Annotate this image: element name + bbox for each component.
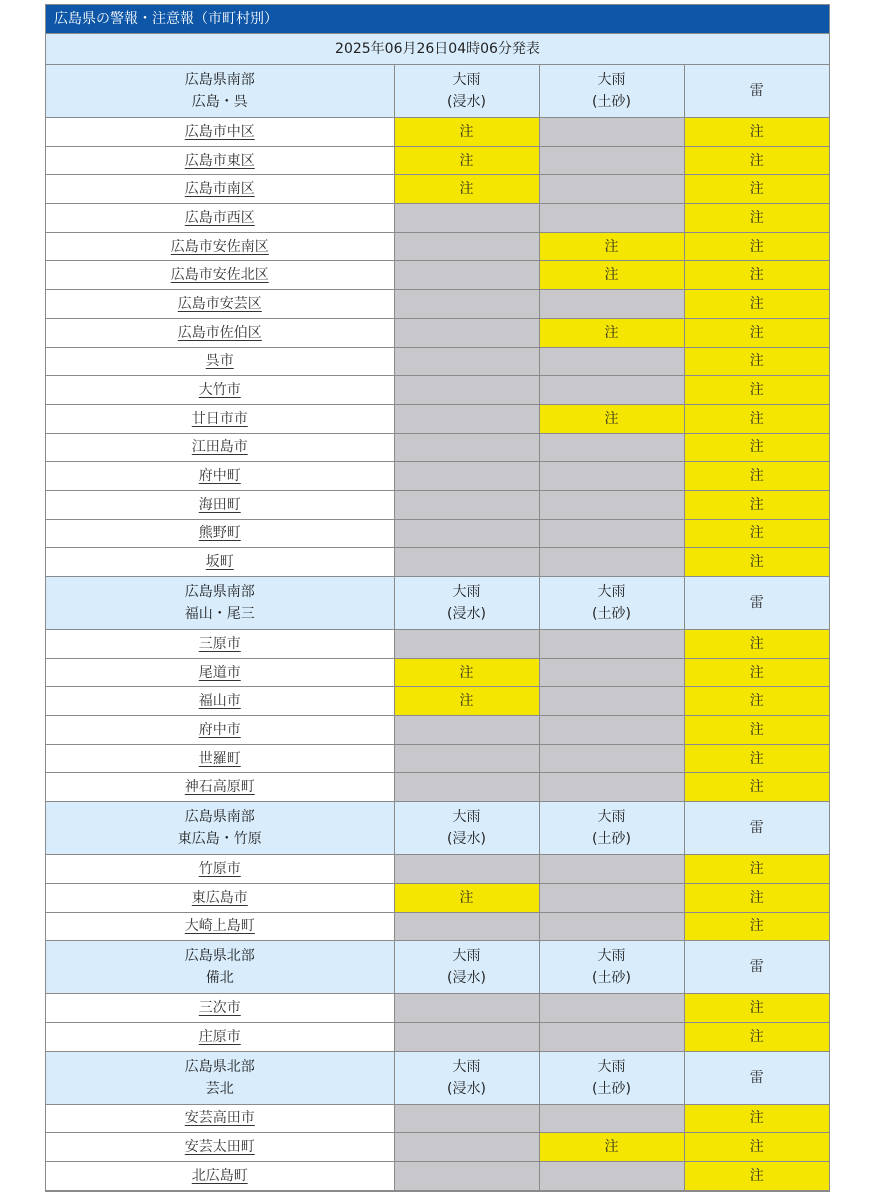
municipality-link[interactable]: 広島市安佐北区 — [170, 267, 269, 284]
municipality-link[interactable]: 熊野町 — [198, 525, 241, 542]
table-row — [46, 404, 829, 433]
heavy-rain-flood-status-cell — [394, 204, 539, 233]
heavy-rain-landslide-status-cell — [539, 433, 684, 462]
heavy-rain-landslide-status-cell — [539, 1022, 684, 1051]
heavy-rain-landslide-status-cell — [539, 994, 684, 1023]
table-row — [46, 261, 829, 290]
thunder-status-cell: 注 — [684, 716, 829, 745]
table-row — [46, 994, 829, 1023]
municipality-link[interactable]: 江田島市 — [191, 439, 248, 456]
thunder-status-cell: 注 — [684, 490, 829, 519]
column-header-line: 雷 — [749, 820, 764, 837]
heavy-rain-landslide-status-cell — [539, 883, 684, 912]
column-header-line: 大雨 — [597, 1058, 626, 1075]
column-header-line: 大雨 — [452, 72, 481, 88]
municipality-link[interactable]: 大崎上島町 — [184, 918, 255, 935]
table-row — [46, 118, 829, 147]
municipality-cell — [46, 146, 394, 175]
region-header-row — [46, 941, 829, 994]
column-header-heavy-rain-landslide — [539, 65, 684, 118]
column-header-line: 大雨 — [597, 584, 626, 600]
column-header-line: (浸水) — [447, 831, 486, 848]
municipality-link[interactable]: 広島市佐伯区 — [177, 324, 262, 341]
municipality-cell — [46, 912, 394, 941]
table-row — [46, 630, 829, 659]
table-row — [46, 290, 829, 319]
municipality-link[interactable]: 広島市東区 — [184, 152, 255, 169]
thunder-status-cell: 注 — [684, 994, 829, 1023]
table-row — [46, 548, 829, 577]
thunder-status-cell: 注 — [684, 1133, 829, 1162]
heavy-rain-landslide-status-cell — [539, 290, 684, 319]
heavy-rain-landslide-status-cell — [539, 630, 684, 659]
municipality-cell — [46, 118, 394, 147]
region-name — [46, 577, 394, 630]
municipality-cell — [46, 175, 394, 204]
column-header-heavy-rain-landslide — [539, 577, 684, 630]
region-name-line: 広島・呉 — [191, 94, 248, 110]
column-header-heavy-rain-flood — [394, 577, 539, 630]
heavy-rain-landslide-status-cell — [539, 146, 684, 175]
heavy-rain-flood-status-cell — [394, 548, 539, 577]
column-header-thunder — [684, 941, 829, 994]
column-header-line: 大雨 — [452, 948, 481, 965]
column-header-line: 雷 — [749, 83, 764, 99]
municipality-link[interactable]: 三次市 — [198, 1000, 241, 1017]
municipality-link[interactable]: 広島市安芸区 — [177, 295, 262, 312]
municipality-link[interactable]: 東広島市 — [191, 889, 248, 906]
thunder-status-cell: 注 — [684, 687, 829, 716]
region-name-line: 広島県南部 — [184, 72, 255, 88]
column-header-line: 大雨 — [597, 72, 626, 88]
column-header-thunder — [684, 802, 829, 855]
heavy-rain-flood-status-cell — [394, 232, 539, 261]
thunder-status-cell: 注 — [684, 232, 829, 261]
municipality-cell — [46, 687, 394, 716]
column-header-thunder — [684, 65, 829, 118]
municipality-link[interactable]: 神石高原町 — [184, 779, 255, 796]
region-header-row — [46, 65, 829, 118]
municipality-cell — [46, 232, 394, 261]
heavy-rain-landslide-status-cell — [539, 118, 684, 147]
heavy-rain-flood-status-cell — [394, 1161, 539, 1190]
table-row — [46, 912, 829, 941]
municipality-cell — [46, 1133, 394, 1162]
table-row — [46, 175, 829, 204]
thunder-status-cell: 注 — [684, 175, 829, 204]
heavy-rain-flood-status-cell — [394, 261, 539, 290]
heavy-rain-flood-status-cell — [394, 855, 539, 884]
heavy-rain-flood-status-cell — [394, 290, 539, 319]
heavy-rain-landslide-status-cell — [539, 1104, 684, 1133]
heavy-rain-landslide-status-cell — [539, 744, 684, 773]
municipality-link[interactable]: 海田町 — [198, 496, 241, 513]
heavy-rain-landslide-status-cell — [539, 687, 684, 716]
municipality-link[interactable]: 広島市南区 — [184, 181, 255, 198]
table-row — [46, 855, 829, 884]
municipality-cell — [46, 261, 394, 290]
municipality-cell — [46, 855, 394, 884]
table-row — [46, 744, 829, 773]
municipality-cell — [46, 994, 394, 1023]
table-row — [46, 1161, 829, 1190]
heavy-rain-landslide-status-cell — [539, 548, 684, 577]
municipality-cell — [46, 658, 394, 687]
municipality-cell — [46, 773, 394, 802]
municipality-link[interactable]: 庄原市 — [198, 1028, 241, 1045]
column-header-line: 大雨 — [452, 584, 481, 600]
municipality-cell — [46, 433, 394, 462]
region-name — [46, 802, 394, 855]
column-header-line: 大雨 — [597, 948, 626, 965]
table-row — [46, 687, 829, 716]
heavy-rain-landslide-status-cell — [539, 519, 684, 548]
heavy-rain-flood-status-cell: 注 — [394, 687, 539, 716]
table-row — [46, 658, 829, 687]
municipality-link[interactable]: 大竹市 — [198, 382, 241, 399]
region-header-row — [46, 1051, 829, 1104]
region-name-line: 福山・尾三 — [184, 606, 255, 622]
heavy-rain-flood-status-cell — [394, 433, 539, 462]
heavy-rain-flood-status-cell: 注 — [394, 658, 539, 687]
thunder-status-cell: 注 — [684, 773, 829, 802]
heavy-rain-flood-status-cell: 注 — [394, 175, 539, 204]
municipality-link[interactable]: 広島市西区 — [184, 209, 255, 226]
heavy-rain-flood-status-cell — [394, 347, 539, 376]
column-header-thunder — [684, 1051, 829, 1104]
municipality-link[interactable]: 府中町 — [198, 468, 241, 485]
table-row — [46, 462, 829, 491]
heavy-rain-flood-status-cell — [394, 490, 539, 519]
region-header-row — [46, 802, 829, 855]
region-name-line: 広島県北部 — [184, 1058, 255, 1075]
thunder-status-cell: 注 — [684, 912, 829, 941]
heavy-rain-flood-status-cell — [394, 912, 539, 941]
heavy-rain-landslide-status-cell — [539, 716, 684, 745]
column-header-heavy-rain-flood — [394, 941, 539, 994]
heavy-rain-flood-status-cell — [394, 1133, 539, 1162]
table-row — [46, 347, 829, 376]
thunder-status-cell: 注 — [684, 146, 829, 175]
municipality-cell — [46, 290, 394, 319]
municipality-link[interactable]: 竹原市 — [198, 860, 241, 877]
heavy-rain-landslide-status-cell — [539, 912, 684, 941]
table-row — [46, 1022, 829, 1051]
thunder-status-cell: 注 — [684, 744, 829, 773]
heavy-rain-flood-status-cell: 注 — [394, 146, 539, 175]
region-name-line: 東広島・竹原 — [177, 831, 262, 848]
heavy-rain-landslide-status-cell: 注 — [539, 318, 684, 347]
region-name — [46, 1051, 394, 1104]
column-header-line: (浸水) — [447, 1080, 486, 1097]
municipality-link[interactable]: 世羅町 — [198, 750, 241, 767]
heavy-rain-landslide-status-cell — [539, 490, 684, 519]
thunder-status-cell: 注 — [684, 519, 829, 548]
table-row — [46, 1133, 829, 1162]
column-header-line: (土砂) — [592, 1080, 631, 1097]
page-title: 広島県の警報・注意報（市町村別） — [46, 5, 829, 33]
municipality-cell — [46, 404, 394, 433]
municipality-cell — [46, 519, 394, 548]
municipality-link[interactable]: 府中市 — [198, 721, 241, 738]
municipality-cell — [46, 376, 394, 405]
heavy-rain-landslide-status-cell: 注 — [539, 261, 684, 290]
heavy-rain-landslide-status-cell — [539, 204, 684, 233]
column-header-line: 大雨 — [452, 809, 481, 826]
municipality-link[interactable]: 三原市 — [198, 635, 241, 652]
table-row — [46, 376, 829, 405]
heavy-rain-flood-status-cell — [394, 744, 539, 773]
table-row — [46, 232, 829, 261]
thunder-status-cell: 注 — [684, 404, 829, 433]
column-header-line: 雷 — [749, 1069, 764, 1086]
heavy-rain-landslide-status-cell: 注 — [539, 404, 684, 433]
heavy-rain-flood-status-cell — [394, 1022, 539, 1051]
heavy-rain-flood-status-cell: 注 — [394, 883, 539, 912]
thunder-status-cell: 注 — [684, 855, 829, 884]
column-header-line: 雷 — [749, 959, 764, 976]
column-header-line: (土砂) — [592, 94, 631, 110]
table-row — [46, 146, 829, 175]
municipality-link[interactable]: 福山市 — [198, 693, 241, 710]
municipality-cell — [46, 490, 394, 519]
table-row — [46, 883, 829, 912]
thunder-status-cell: 注 — [684, 204, 829, 233]
heavy-rain-flood-status-cell — [394, 404, 539, 433]
municipality-cell — [46, 1104, 394, 1133]
heavy-rain-landslide-status-cell — [539, 175, 684, 204]
municipality-cell — [46, 744, 394, 773]
column-header-line: 雷 — [749, 595, 764, 611]
heavy-rain-landslide-status-cell — [539, 855, 684, 884]
municipality-cell — [46, 1022, 394, 1051]
thunder-status-cell: 注 — [684, 318, 829, 347]
heavy-rain-landslide-status-cell — [539, 376, 684, 405]
municipality-cell — [46, 1161, 394, 1190]
heavy-rain-flood-status-cell: 注 — [394, 118, 539, 147]
thunder-status-cell: 注 — [684, 462, 829, 491]
column-header-heavy-rain-flood — [394, 65, 539, 118]
thunder-status-cell: 注 — [684, 548, 829, 577]
heavy-rain-landslide-status-cell — [539, 1161, 684, 1190]
region-header-row — [46, 577, 829, 630]
region-name-line: 広島県北部 — [184, 948, 255, 965]
region-name-line: 備北 — [205, 970, 234, 987]
thunder-status-cell: 注 — [684, 118, 829, 147]
municipality-link[interactable]: 安芸高田市 — [184, 1110, 255, 1127]
municipality-link[interactable]: 呉市 — [205, 353, 234, 370]
table-row — [46, 204, 829, 233]
municipality-cell — [46, 204, 394, 233]
municipality-cell — [46, 630, 394, 659]
municipality-link[interactable]: 北広島町 — [191, 1167, 248, 1184]
column-header-thunder — [684, 577, 829, 630]
heavy-rain-flood-status-cell — [394, 1104, 539, 1133]
column-header-line: (土砂) — [592, 970, 631, 987]
table-row — [46, 519, 829, 548]
region-name — [46, 65, 394, 118]
municipality-cell — [46, 318, 394, 347]
thunder-status-cell: 注 — [684, 1161, 829, 1190]
column-header-line: (浸水) — [447, 606, 486, 622]
municipality-cell — [46, 716, 394, 745]
municipality-link[interactable]: 坂町 — [205, 554, 234, 571]
municipality-link[interactable]: 廿日市市 — [191, 410, 248, 427]
thunder-status-cell: 注 — [684, 376, 829, 405]
region-name-line: 広島県南部 — [184, 809, 255, 826]
warnings-panel — [45, 4, 830, 1192]
heavy-rain-flood-status-cell — [394, 318, 539, 347]
table-row — [46, 716, 829, 745]
municipality-link[interactable]: 広島市中区 — [184, 123, 255, 140]
thunder-status-cell: 注 — [684, 883, 829, 912]
thunder-status-cell: 注 — [684, 1104, 829, 1133]
municipality-cell — [46, 347, 394, 376]
heavy-rain-flood-status-cell — [394, 773, 539, 802]
region-name-line: 芸北 — [205, 1080, 234, 1097]
table-row — [46, 1104, 829, 1133]
column-header-line: 大雨 — [597, 809, 626, 826]
municipality-link[interactable]: 広島市安佐南区 — [170, 238, 269, 255]
column-header-line: 大雨 — [452, 1058, 481, 1075]
municipality-cell — [46, 462, 394, 491]
municipality-link[interactable]: 尾道市 — [198, 664, 241, 681]
table-row — [46, 490, 829, 519]
heavy-rain-landslide-status-cell: 注 — [539, 1133, 684, 1162]
heavy-rain-flood-status-cell — [394, 994, 539, 1023]
column-header-line: (土砂) — [592, 831, 631, 848]
heavy-rain-flood-status-cell — [394, 376, 539, 405]
heavy-rain-landslide-status-cell — [539, 462, 684, 491]
thunder-status-cell: 注 — [684, 433, 829, 462]
municipality-cell — [46, 548, 394, 577]
municipality-link[interactable]: 安芸太田町 — [184, 1139, 255, 1156]
heavy-rain-landslide-status-cell — [539, 658, 684, 687]
thunder-status-cell: 注 — [684, 1022, 829, 1051]
region-name — [46, 941, 394, 994]
heavy-rain-landslide-status-cell — [539, 347, 684, 376]
column-header-line: (浸水) — [447, 970, 486, 987]
thunder-status-cell: 注 — [684, 261, 829, 290]
column-header-heavy-rain-landslide — [539, 1051, 684, 1104]
column-header-heavy-rain-flood — [394, 1051, 539, 1104]
column-header-line: (浸水) — [447, 94, 486, 110]
table-row — [46, 433, 829, 462]
heavy-rain-landslide-status-cell — [539, 773, 684, 802]
heavy-rain-flood-status-cell — [394, 716, 539, 745]
column-header-heavy-rain-flood — [394, 802, 539, 855]
issued-timestamp: 2025年06月26日04時06分発表 — [46, 33, 829, 64]
table-row — [46, 773, 829, 802]
heavy-rain-flood-status-cell — [394, 462, 539, 491]
thunder-status-cell: 注 — [684, 630, 829, 659]
column-header-heavy-rain-landslide — [539, 941, 684, 994]
municipality-cell — [46, 883, 394, 912]
column-header-heavy-rain-landslide — [539, 802, 684, 855]
heavy-rain-flood-status-cell — [394, 630, 539, 659]
column-header-line: (土砂) — [592, 606, 631, 622]
region-name-line: 広島県南部 — [184, 584, 255, 600]
table-row — [46, 318, 829, 347]
warnings-table — [46, 64, 829, 1191]
thunder-status-cell: 注 — [684, 658, 829, 687]
heavy-rain-landslide-status-cell: 注 — [539, 232, 684, 261]
heavy-rain-flood-status-cell — [394, 519, 539, 548]
thunder-status-cell: 注 — [684, 290, 829, 319]
thunder-status-cell: 注 — [684, 347, 829, 376]
